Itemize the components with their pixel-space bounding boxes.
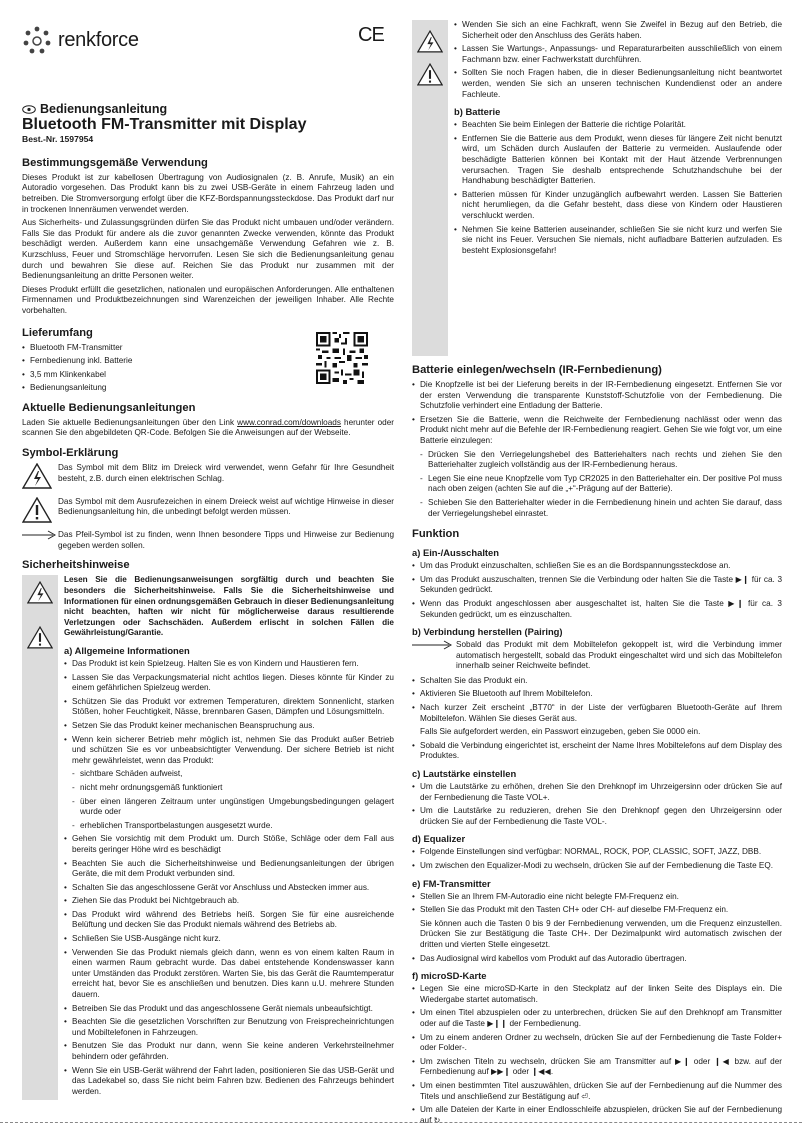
power-list [412, 561, 782, 620]
list-item: • Sollten Sie noch Fragen haben, die in dieser Bedienungsanleitung nicht beantwortet werden, wenden Sie sich an unseren technischen Kundendienst oder an andere Fachleute. [454, 68, 782, 100]
tip-text: Sobald das Produkt mit dem Mobiltelefon gekoppelt ist, wird die Verbindung immer automatisch hergestellt, sobald das Produkt eingeschaltet wird und sich das Mobiltelefon innerhalb seiner Reichweite befindet. [456, 640, 782, 671]
renkforce-logo-icon [22, 25, 52, 55]
symbol-row [22, 463, 394, 493]
section-heading: Aktuelle Bedienungsanleitungen [22, 401, 196, 414]
list-item: • Betreiben Sie das Produkt und das angeschlossene Gerät niemals unbeaufsichtigt. [64, 1004, 394, 1015]
list-item: • Gehen Sie vorsichtig mit dem Produkt um. Durch Stöße, Schläge oder dem Fall aus bereits geringer Höhe wird es beschädigt [64, 834, 394, 855]
list-item: • Wenn kein sicherer Betrieb mehr möglich ist, nehmen Sie das Produkt außer Betrieb und schützen Sie es vor unbeabsichtigter Verwendung. Der sichere Betrieb ist nicht mehr gewährleistet, wenn das Produkt: [64, 735, 394, 767]
paragraph: Falls Sie aufgefordert werden, ein Passwort einzugeben, geben Sie 0000 ein. [420, 727, 701, 737]
list-item: • Lassen Sie das Verpackungsmaterial nicht achtlos liegen. Dieses könnte für Kinder zu einem gefährlichen Spielzeug werden. [64, 673, 394, 694]
list-item: • Wenn das Produkt angeschlossen aber ausgeschaltet ist, halten Sie die Taste ▶❙ für ca. 3 Sekunden gedrückt, um es einzuschalten. [412, 599, 782, 620]
microsd-list [412, 984, 782, 1126]
fm-list [412, 954, 782, 965]
list-item: • Ziehen Sie das Produkt bei Nichtgebrauch ab. [64, 896, 394, 907]
lightning-warning-icon [27, 581, 53, 604]
section-heading: Symbol-Erklärung [22, 447, 119, 460]
list-item: • Setzen Sie das Produkt keiner mechanischen Beanspruchung aus. [64, 721, 394, 732]
subsection-heading: c) Lautstärke einstellen [412, 768, 517, 780]
qr-code [316, 332, 368, 384]
fm-list [412, 892, 782, 916]
battery-safety-list [454, 120, 782, 256]
download-link[interactable]: www.conrad.com/downloads [237, 417, 341, 427]
list-item: • Nehmen Sie keine Batterien auseinander, schließen Sie sie nicht kurz und werfen Sie sie nicht ins Feuer. Versuchen Sie niemals, nicht aufladbare Batterien aufzuladen. Es besteht Explosionsgefahr! [454, 225, 782, 257]
list-item: - Legen Sie eine neue Knopfzelle vom Typ CR2025 in den Batteriehalter ein. Der positive Pol muss nach oben zeigen (achten Sie auf die „+“-Prägung auf der Batterie). [420, 474, 782, 495]
list-item: • Um alle Dateien der Karte in einer Endlosschleife abzuspielen, drücken Sie auf der Fernbedienung auf ↻. [412, 1105, 782, 1126]
list-item: • Stellen Sie an Ihrem FM-Autoradio eine nicht belegte FM-Frequenz ein. [412, 892, 782, 903]
list-item: • 3,5 mm Klinkenkabel [22, 370, 394, 381]
list-item: • Um die Lautstärke zu erhöhen, drehen Sie den Drehknopf im Uhrzeigersinn oder drücken Sie auf der Fernbedienung die Taste VOL+. [412, 782, 782, 803]
order-number: Best.-Nr. 1597954 [22, 134, 94, 145]
list-item: • Verwenden Sie das Produkt niemals gleich dann, wenn es von einem kalten Raum in einen warmen Raum gebracht wurde. Das dabei entstehende Kondenswasser kann unter Umständen das Produkt zerstören. Warten Sie, bis das Gerät die Raumtemperatur erreicht hat, bevor Sie es anschließen und benutzen. Dies kann u.U. mehrere Stunden dauern. [64, 948, 394, 1001]
equalizer-list [412, 847, 782, 871]
list-item: • Schalten Sie das angeschlossene Gerät vor Anschluss und Abstecken immer aus. [64, 883, 394, 894]
list-item: • Um einen bestimmten Titel auszuwählen, drücken Sie auf der Fernbedienung auf die Nummer des Titels und anschließend zur Bestätigung auf ⏎. [412, 1081, 782, 1102]
list-item: • Das Produkt ist kein Spielzeug. Halten Sie es von Kindern und Haustieren fern. [64, 659, 394, 670]
list-item: • Das Produkt wird während des Betriebs heiß. Sorgen Sie für eine ausreichende Belüftung und decken Sie das Produkt niemals während des Betriebs ab. [64, 910, 394, 931]
lightning-warning-icon [22, 463, 52, 489]
paragraph: Sie können auch die Tasten 0 bis 9 der Fernbedienung verwenden, um die Frequenz einzustellen. Drücken Sie zur Bestätigung die Taste CH+. Der Dezimalpunkt wird automatisch zwischen der dritten und vierten Stelle eingesetzt. [420, 918, 782, 949]
list-item: • Bedienungsanleitung [22, 383, 394, 394]
symbol-row [22, 530, 394, 551]
page-title: Bluetooth FM-Transmitter mit Display [22, 115, 307, 133]
subsection-heading: d) Equalizer [412, 833, 466, 845]
paragraph: Aus Sicherheits- und Zulassungsgründen dürfen Sie das Produkt nicht umbauen und/oder verändern. Falls Sie das Produkt für andere als die zuvor genannten Zwecke verwenden, könnte das Produkt beschädigt werden. Außerdem kann eine unsachgemäße Verwendung Gefahren wie z. B. Kurzschluss, Feuer und Stromschläge hervorrufen. Lesen Sie sich die Bedienungsanleitung genau durch und bewahren Sie diese auf. Reichen Sie das Produkt nur zusammen mit der Bedienungsanleitung an dritte Personen weiter. [22, 218, 394, 281]
safety-block [412, 20, 782, 356]
list-item: • Um das Produkt einzuschalten, schließen Sie es an die Bordspannungssteckdose an. [412, 561, 782, 572]
right-column [358, 0, 782, 1129]
subsection-heading: f) microSD-Karte [412, 970, 487, 982]
lightning-warning-icon [417, 30, 443, 53]
list-item: • Wenden Sie sich an eine Fachkraft, wenn Sie Zweifel in Bezug auf den Betrieb, die Sicherheit oder den Anschluss des Geräts haben. [454, 20, 782, 41]
list-item: • Um das Produkt auszuschalten, trennen Sie die Verbindung oder halten Sie die Taste ▶❙ für ca. 3 Sekunden gedrückt. [412, 575, 782, 596]
text: herunter oder scannen Sie den abgebildeten QR-Code. Befolgen Sie die Anweisungen auf der Webseite. [22, 417, 394, 438]
subsection-heading: a) Ein-/Ausschalten [412, 547, 499, 559]
list-item: • Beachten Sie die gesetzlichen Vorschriften zur Benutzung von Freisprecheinrichtungen und Mobiltelefonen in Fahrzeugen. [64, 1017, 394, 1038]
warning-sidebar [22, 575, 58, 1100]
subsection-heading: a) Allgemeine Informationen [64, 645, 190, 656]
list-item: • Um die Lautstärke zu reduzieren, drehen Sie den Drehknopf gegen den Uhrzeigersinn oder drücken Sie auf der Fernbedienung die Taste VOL-. [412, 806, 782, 827]
safety-list [64, 659, 394, 766]
list-item: - sichtbare Schäden aufweist, [72, 769, 394, 780]
warning-sidebar [412, 20, 448, 356]
doc-type-label: Bedienungsanleitung [40, 102, 168, 116]
list-item: • Das Audiosignal wird kabellos vom Produkt auf das Autoradio übertragen. [412, 954, 782, 965]
subsection-heading: b) Batterie [454, 106, 501, 118]
list-item: • Aktivieren Sie Bluetooth auf Ihrem Mobiltelefon. [412, 689, 782, 700]
list-item: • Schließen Sie USB-Ausgänge nicht kurz. [64, 934, 394, 945]
brand-logo [22, 22, 394, 58]
page-divider [0, 1122, 802, 1123]
list-item: • Schalten Sie das Produkt ein. [412, 676, 782, 687]
paragraph: Dieses Produkt ist zur kabellosen Übertragung von Audiosignalen (z. B. Anrufe, Musik) an ein Autoradio vorgesehen. Das Produkt kann bis zu zwei USB-Geräte in einem Fahrzeug laden und betreiben. Die Stromversorgung erfolgt über die KFZ-Bordspannungssteckdose. Das Produkt darf nur in trockenen Innenräumen verwendet werden. [22, 172, 394, 214]
section-heading: Lieferumfang [22, 326, 93, 339]
safety-intro: Lesen Sie die Bedienungsanweisungen sorgfältig durch und beachten Sie besonders die Sicherheitshinweise. Falls Sie die Sicherheitshinweise und Informationen für einen ordnungsgemäßen Gebrauch in dieser Bedienungsanleitung nicht beachten, haften wir nicht für möglicherweise daraus resultierende Verletzungen oder Sachschäden. Außerdem erlischt in solchen Fällen die Gewährleistung/Garantie. [64, 575, 394, 638]
section-heading: Sicherheitshinweise [22, 559, 130, 572]
list-item: • Benutzen Sie das Produkt nur dann, wenn Sie keine anderen Verkehrsteilnehmer behindern oder gefährden. [64, 1041, 394, 1062]
safety-list [454, 20, 782, 100]
list-item: • Um zwischen Titeln zu wechseln, drücken Sie am Transmitter auf ▶❙ oder ❙◀ bzw. auf der Fernbedienung auf ▶▶❙ oder ❙◀◀. [412, 1057, 782, 1078]
list-item: • Die Knopfzelle ist bei der Lieferung bereits in der IR-Fernbedienung eingesetzt. Entfernen Sie vor der ersten Verwendung die transparente Kunststoff-Schutzfolie von der Fernbedienung. Die Schutzfolie verhindert eine Entladung der Batterie. [412, 380, 782, 412]
list-item: • Beachten Sie beim Einlegen der Batterie die richtige Polarität. [454, 120, 782, 131]
list-item: • Bluetooth FM-Transmitter [22, 343, 394, 354]
battery-steps [412, 450, 782, 520]
text: Laden Sie aktuelle Bedienungsanleitungen über den Link [22, 417, 238, 427]
list-item: - nicht mehr ordnungsgemäß funktioniert [72, 783, 394, 794]
tip-row [412, 640, 782, 672]
list-item: - über einen längeren Zeitraum unter ungünstigen Umgebungsbedingungen gelagert wurde oder [72, 797, 394, 818]
subsection-heading: b) Verbindung herstellen (Pairing) [412, 626, 563, 638]
list-item: • Entfernen Sie die Batterie aus dem Produkt, wenn dieses für längere Zeit nicht benutzt wird, um Schäden durch Auslaufen der Batterie zu vermeiden. Auslaufende oder beschädigte Batterien können bei Kontakt mit der Haut ätzende Verbrennungen verursachen. Tragen Sie deshalb entsprechende Schutzhandschuhe bei der Handhabung beschädigter Batterien. [454, 134, 782, 187]
list-item: - erheblichen Transportbelastungen ausgesetzt wurde. [72, 821, 394, 832]
symbol-text: Das Symbol mit dem Blitz im Dreieck wird verwendet, wenn Gefahr für Ihre Gesundheit besteht, z.B. durch einen elektrischen Schlag. [58, 463, 394, 483]
list-item: • Sobald die Verbindung eingerichtet ist, erscheint der Name Ihres Mobiltelefons auf dem Display des Produktes. [412, 741, 782, 762]
symbol-text: Das Pfeil-Symbol ist zu finden, wenn Ihnen besondere Tipps und Hinweise zur Bedienung gegeben werden sollen. [58, 530, 394, 550]
battery-list [412, 380, 782, 447]
pairing-list [412, 741, 782, 762]
brand-name: renkforce [58, 28, 139, 51]
list-item: • Um zwischen den Equalizer-Modi zu wechseln, drücken Sie auf der Fernbedienung die Taste EQ. [412, 861, 782, 872]
subsection-heading: e) FM-Transmitter [412, 877, 491, 889]
doc-type [22, 104, 394, 115]
exclamation-warning-icon [22, 497, 52, 523]
section-heading: Batterie einlegen/wechseln (IR-Fernbedienung) [412, 364, 662, 376]
list-item: • Lassen Sie Wartungs-, Anpassungs- und Reparaturarbeiten ausschließlich von einem Fachmann bzw. einer Fachwerkstatt durchführen. [454, 44, 782, 65]
list-item: • Schützen Sie das Produkt vor extremen Temperaturen, direktem Sonnenlicht, starken Stößen, hoher Feuchtigkeit, Nässe, brennbaren Gasen, Dämpfen und Lösungsmitteln. [64, 697, 394, 718]
symbol-text: Das Symbol mit dem Ausrufezeichen in einem Dreieck weist auf wichtige Hinweise in dieser Bedienungsanleitung hin, die unbedingt befolgt werden müssen. [58, 496, 394, 517]
left-column [22, 0, 394, 1100]
symbol-row [22, 497, 394, 527]
arrow-tip-icon [22, 530, 56, 540]
paragraph: Dieses Produkt erfüllt die gesetzlichen, nationalen und europäischen Anforderungen. Alle enthaltenen Firmennamen und Produktbezeichnungen sind Warenzeichen der jeweiligen Inhaber. Alle Rechte vorbehalten. [22, 284, 394, 315]
exclamation-warning-icon [27, 626, 53, 649]
pairing-list [412, 676, 782, 724]
safety-list [64, 834, 394, 1097]
list-item: • Fernbedienung inkl. Batterie [22, 356, 394, 367]
list-item: • Ersetzen Sie die Batterie, wenn die Reichweite der Fernbedienung nachlässt oder wenn das Produkt nicht mehr auf die Befehle der IR-Fernbedienung reagiert. Gehen Sie wie folgt vor, um eine Batterie einzulegen: [412, 415, 782, 447]
section-heading: Bestimmungsgemäße Verwendung [22, 156, 208, 169]
eye-icon [22, 105, 36, 114]
list-item: • Wenn Sie ein USB-Gerät während der Fahrt laden, positionieren Sie das USB-Gerät und das Ladekabel so, dass Sie nicht beim Fahren bzw. Bedienen des Fahrzeugs behindert werden. [64, 1066, 394, 1098]
safety-block [22, 575, 394, 1100]
list-item: • Folgende Einstellungen sind verfügbar: NORMAL, ROCK, POP, CLASSIC, SOFT, JAZZ, DBB. [412, 847, 782, 858]
list-item: - Drücken Sie den Verriegelungshebel des Batteriehalters nach rechts und ziehen Sie den Batteriehalter zugleich vollständig aus der IR-Fernbedienung heraus. [420, 450, 782, 471]
exclamation-warning-icon [417, 63, 443, 86]
paragraph [22, 418, 394, 439]
list-item: • Um einen Titel abzuspielen oder zu unterbrechen, drücken Sie auf den Drehknopf am Transmitter oder auf die Taste ▶❙❙ der Fernbedienung. [412, 1008, 782, 1029]
volume-list [412, 782, 782, 827]
section-heading: Funktion [412, 528, 460, 541]
arrow-tip-icon [412, 640, 452, 650]
list-item: • Stellen Sie das Produkt mit den Tasten CH+ oder CH- auf dieselbe FM-Frequenz ein. [412, 905, 782, 916]
list-item: • Batterien müssen für Kinder unzugänglich aufbewahrt werden. Lassen Sie Batterien nicht herumliegen, da die Gefahr besteht, dass diese von Kindern oder Haustieren verschluckt werden. [454, 190, 782, 222]
ce-mark: CE [358, 24, 384, 46]
list-item: • Um zu einem anderen Ordner zu wechseln, drücken Sie auf der Fernbedienung die Taste Folder+ oder Folder-. [412, 1033, 782, 1054]
condition-list [64, 769, 394, 831]
list-item: • Beachten Sie auch die Sicherheitshinweise und Bedienungsanleitungen der übrigen Geräte, die mit dem Produkt verbunden sind. [64, 859, 394, 880]
list-item: • Legen Sie eine microSD-Karte in den Steckplatz auf der linken Seite des Displays ein. Die Wiedergabe startet automatisch. [412, 984, 782, 1005]
list-item: • Nach kurzer Zeit erscheint „BT70“ in der Liste der verfügbaren Bluetooth-Geräte auf Ihrem Mobiltelefon. Wählen Sie dieses Gerät aus. [412, 703, 782, 724]
list-item: - Schieben Sie den Batteriehalter wieder in die Fernbedienung hinein und achten Sie darauf, dass der Verriegelungshebel einrastet. [420, 498, 782, 519]
